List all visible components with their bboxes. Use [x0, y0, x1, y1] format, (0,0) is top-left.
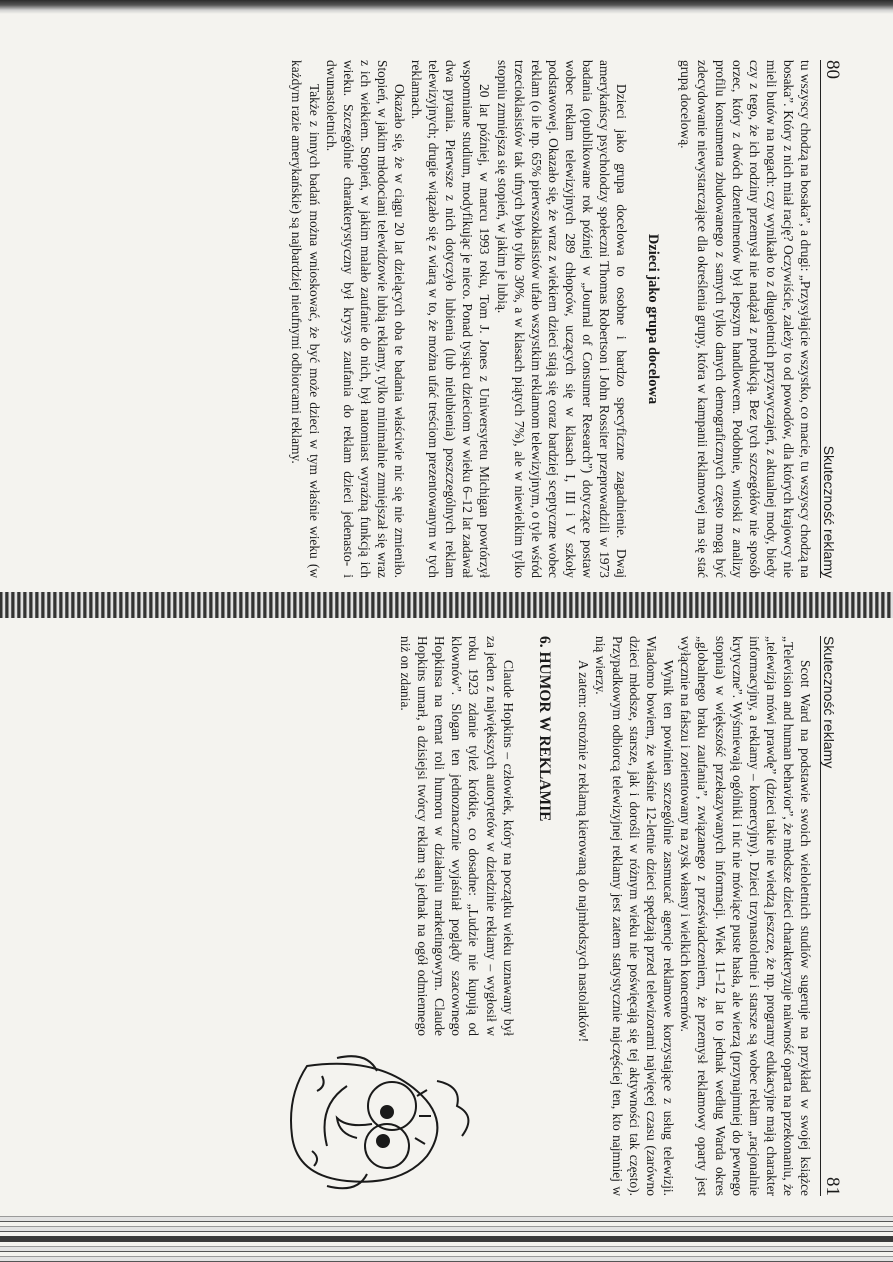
paragraph: tu wszyscy chodzą na bosaka”, a drugi: „Przysyłajcie wszystko, co macie, tu wszyscy chodzą na bosaka”. Który z nich miał rację? Oczywiście, zależy to od powodów, dla których krajowcy nie mieli butów na nogach: czy wynikało to z długoletnich przyzwyczajeń, z aktualnej mody, biedy czy z tego, że ich rodziny przemysł nie nadążał z produkcją. Bez tych szczegółów nie sposób orzec, który z dwóch dzentelmenów był lepszym handlowcem. Podobnie, wnioski z analizy profilu konsumenta zbudowanego z samych tylko danych demograficznych często mogą być zdecydowanie niewystarczające dla określenia grupy, która w kampanii reklamowej ma się stać grupą docelową.: [678, 60, 813, 578]
paragraph: Scott Ward na podstawie swoich wieloletnich studiów sugeruje na przykład w swojej książce „Television and human behavior”, że młodsze dzieci charakteryzuje naiwność oparta na przekonaniu, że „telewizja mówi prawdę” (dzieci takie nie wiedzą jeszcze, że np. programy edukacyjne mają charakter informacyjny, a reklamy – komercyjny). Dzieci trzynastoletnie i starsze są wobec reklam „racjonalnie krytyczne”. Wyśmiewają ogólniki i nic nie mówiące puste hasła, ale wierzą (przynajmniej do pewnego stopnia) w większość przekazywanych informacji. Wiek 11–12 lat to jednak według Warda okres „globalnego braku zaufania”, związanego z przeświadczeniem, że przemysł reklamowy oparty jest wyłącznie na fałszu i zorientowany na zysk własny i wielkich koncernów.: [678, 636, 813, 1196]
running-head: Skuteczność reklamy: [821, 636, 837, 769]
scan-edge-top: [0, 0, 893, 14]
hopkins-text: [397, 636, 517, 1036]
page-header: [820, 636, 845, 1196]
page-number: 80: [822, 60, 843, 79]
paragraph: Okazało się, że w ciągu 20 lat dzielących oba te badania właściwie nic się nie zmieniło. Stopień, w jakim młodociani telewidzowie lubią reklamy, tylko minimalnie zmniejszał się wraz z ich wiekiem. Stopień, w jakim malało zaufanie do nich, był natomiast wyraźną funkcją ich wieku. Szczególnie charakterystyczny był kryzys zaufania do reklam dzieci jedenasto- i dwunastoletnich.: [323, 60, 408, 578]
paragraph: Wynik ten powinien szczególnie zasmucać agencje reklamowe korzystające z usług telewizji. Wiadomo bowiem, że właśnie 12-letnie dzieci spędzają przed telewizorami najwięcej czasu (zarówno dzieci młodsze, starsze, jak i dorośli w różnym wieku nie poświęcają się tej aktywności tak często). Przypadkowym odbiorcą telewizyjnej reklamy jest zatem statystycznie najczęściej ten, kto najmniej w nią wierzy.: [592, 636, 677, 1196]
paragraph: Także z innych badań można wnioskować, że być może dzieci w tym właśnie wieku (w każdym razie amerykańskie) są najbardziej nieufnymi odbiorcami reklamy.: [289, 60, 322, 578]
page-header: [820, 60, 845, 578]
book-gutter: [0, 592, 893, 618]
chapter-heading: 6. HUMOR W REKLAMIE: [535, 636, 553, 822]
page-body: [282, 636, 814, 1196]
paragraph: 20 lat później, w marcu 1993 roku, Tom J. Jones z Uniwersytetu Michigan powtórzył wspomniane studium, modyfikując je nieco. Ponad tysiącu dzieciom w wieku 6–12 lat zadawał dwa pytania. Pierwsze z nich dotyczyło lubienia (lub nielubienia) poszczególnych reklam telewizyjnych; drugie wiązało się z wiarą w to, że można ufać treściom prezentowanym w tych reklamach.: [409, 60, 493, 578]
page-body: [288, 60, 814, 578]
running-head: Skuteczność reklamy: [821, 445, 837, 578]
cartoon-owl-icon: [282, 1046, 497, 1196]
paragraph: A zatem: ostrożnie z reklamą kierowaną do najmłodszych nastolatków!: [575, 660, 591, 1043]
scan-edge-band: [0, 1236, 893, 1242]
paragraph: Dzieci jako grupa docelowa to osobne i bardzo specyficzne zagadnienie. Dwaj amerykańscy psycholodzy społeczni Thomas Robertson i John Rossiter przeprowadzili w 1973 badania (opublikowane rok później w „Journal of Consumer Research”) dotyczące postaw wobec reklam telewizyjnych 289 chłopców, uczących się w klasach I, III i V szkoły podstawowej. Okazało się, że wraz z wiekiem dzieci stają się coraz bardziej sceptyczne wobec reklam (o ile np. 65% pierwszoklasistów ufało wszystkim reklamom telewizyjnym, o tyle wśród trzecioklasistów tak ufnych było tylko 30%, a w klasach piątych 7%), ale w niewielkim tylko stopniu zmniejsza się stopień, w jakim je lubią.: [494, 60, 630, 578]
text-with-illustration: [282, 636, 517, 1196]
page-number: 81: [822, 1177, 843, 1196]
page-80: [33, 60, 845, 578]
section-heading: Dzieci jako grupa docelowa: [645, 233, 662, 405]
paragraph: Claude Hopkins – człowiek, który na początku wieku uznawany był za jeden z największych autorytetów w dziedzinie reklamy – wygłosił w roku 1923 zdanie tyleż krótkie, co dosadne: „Ludzie nie kupują od klownów”. Slogan ten jednoznacznie wyjaśniał poglądy szacownego Hopkinsa na temat roli humoru w działaniu marketingowym. Claude Hopkins umarł, a dzisiejsi twórcy reklam są jednak na ogół odmiennego niż on zdania.: [398, 636, 516, 1036]
page-81: [33, 636, 845, 1196]
